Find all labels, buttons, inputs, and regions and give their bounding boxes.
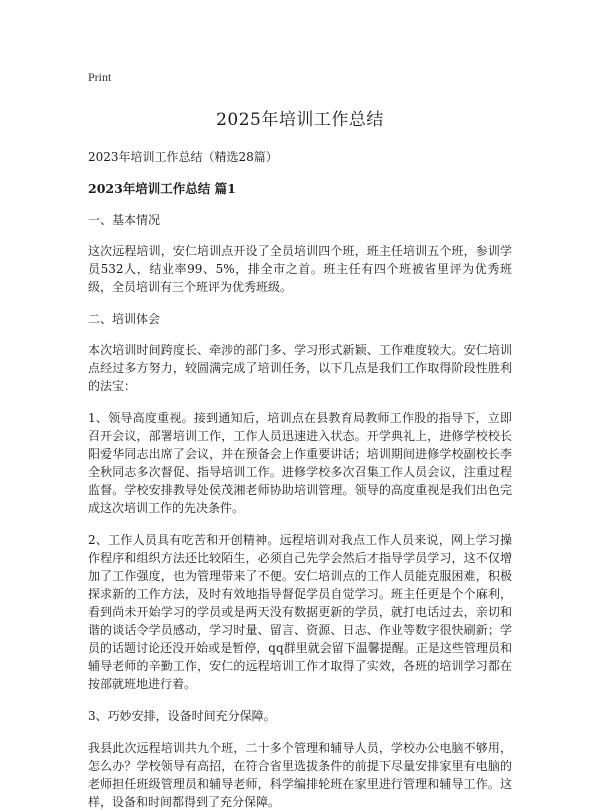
paragraph-intro: 本次培训时间跨度长、牵涉的部门多、学习形式新颖、工作难度较大。安仁培训点经过多方努力，较圆满完成了培训任务，以下几点是我们工作取得阶段性胜利的法宝： bbox=[88, 343, 512, 393]
print-link[interactable]: Print bbox=[88, 70, 112, 84]
document-title: 2025年培训工作总结 bbox=[216, 110, 384, 130]
article-heading: 2023年培训工作总结 篇1 bbox=[88, 181, 236, 196]
paragraph-point-3-heading: 3、巧妙安排，设备时间充分保障。 bbox=[88, 709, 276, 723]
section-heading-basic: 一、基本情况 bbox=[88, 213, 161, 227]
paragraph-point-3-body: 我县此次远程培训共九个班，二十多个管理和辅导人员，学校办公电脑不够用，怎么办？学校领导有高招，在符合省里选拔条件的前提下尽量安排家里有电脑的老师担任班级管理员和辅导老师，科学编排轮班在家里进行管理和辅导工作。这样，设备和时间都得到了充分保障。 bbox=[88, 741, 512, 809]
document-subtitle: 2023年培训工作总结（精选28篇） bbox=[88, 150, 278, 164]
paragraph-point-1: 1、领导高度重视。接到通知后，培训点在县教育局教师工作股的指导下，立即召开会议，部署培训工作，工作人员迅速进入状态。开学典礼上，进修学校校长阳爱华同志出席了会议，并在预备会上作重要讲话；培训期间进修学校副校长李全秋同志多次督促、指导培训工作。进修学校多次召集工作人员会议，注重过程监督。学校安排教导处侯茂湘老师协助培训管理。领导的高度重视是我们出色完成这次培训工作的先决条件。 bbox=[88, 411, 512, 515]
paragraph-point-2: 2、工作人员具有吃苦和开创精神。远程培训对我点工作人员来说，网上学习操作程序和组织方法还比较陌生，必须自己先学会然后才指导学员学习，这不仅增加了工作强度，也为管理带来了不便。安仁培训点的工作人员能克服困难，积极探求新的工作方法，及时有效地指导督促学员自觉学习。班主任更是个个麻利，看到尚未开始学习的学员或是两天没有数据更新的学员，就打电话过去，亲切和谐的谈话令学员感动，学习时量、留言、资源、日志、作业等数字很快刷新；学员的话题讨论还没开始或是暂停，qq群里就会留下温馨提醒。正是这些管理员和辅导老师的辛勤工作，安仁的远程培训工作才取得了实效，各班的培训学习都在按部就班地进行着。 bbox=[88, 533, 512, 691]
paragraph-basic-situation: 这次远程培训，安仁培训点开设了全员培训四个班，班主任培训五个班，参训学员532人，结业率99、5%，排全市之首。班主任有四个班被省里评为优秀班级，全员培训有三个班评为优秀班级。 bbox=[88, 244, 512, 294]
section-heading-experience: 二、培训体会 bbox=[88, 312, 161, 326]
